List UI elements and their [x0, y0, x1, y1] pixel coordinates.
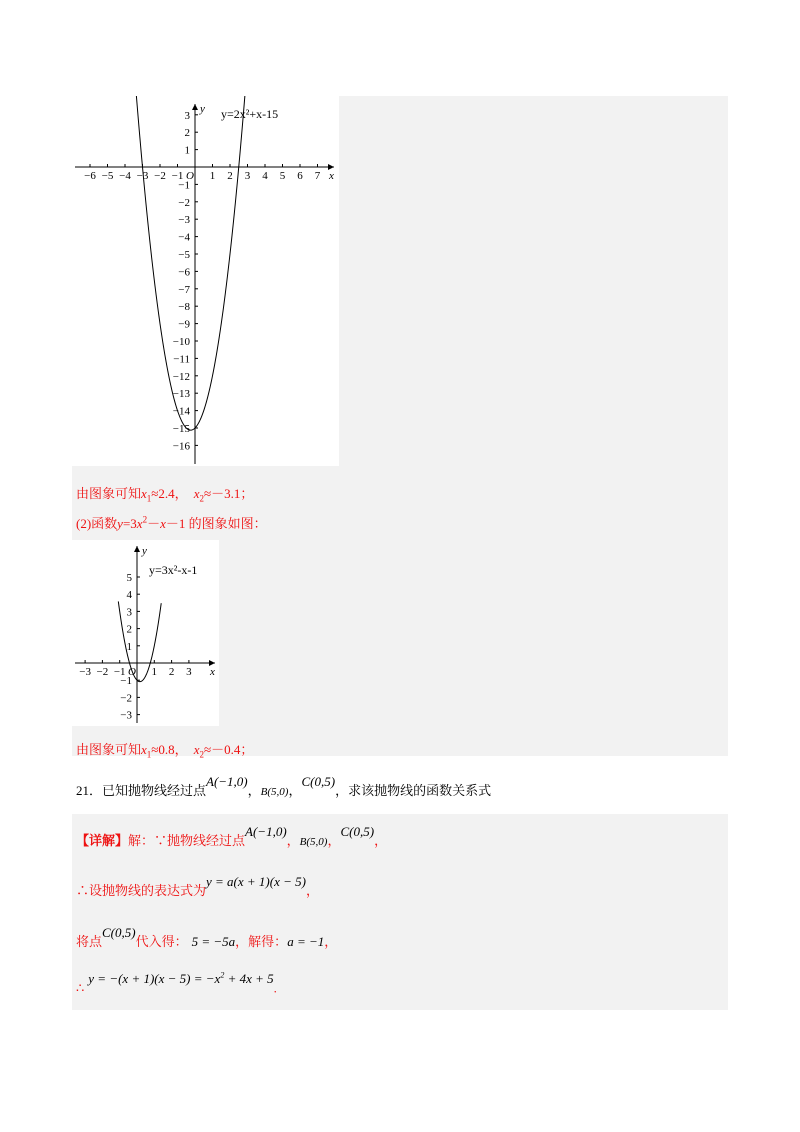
y-axis-label: y — [142, 545, 147, 557]
y-tick-label: −2 — [178, 196, 190, 209]
x-tick-label: 3 — [186, 666, 192, 678]
y-tick-label: 4 — [126, 589, 132, 602]
x-tick-label: −6 — [84, 170, 96, 182]
parabola-curve — [136, 96, 247, 430]
x-tick-label: −3 — [136, 170, 149, 182]
solution-final-equation: $y = -(x + 1)(x - 5) = -x^2 + 4x + 5$ — [88, 971, 274, 987]
x-tick-label: 4 — [262, 170, 268, 182]
x-tick-label: 3 — [244, 170, 251, 182]
x-tick-label: 2 — [227, 170, 233, 182]
x-tick-label: −2 — [154, 170, 166, 182]
y-axis-label: y — [200, 103, 205, 115]
curve-label: y=3x²-x-1 — [149, 563, 198, 577]
x-tick-label: −2 — [96, 666, 109, 678]
y-tick-label: −3 — [120, 709, 132, 722]
solution-line-1: 【详解】解：∵抛物线经过点A(−1,0)，B(5,0)，C(0,5)， — [76, 824, 388, 848]
y-tick-label: −11 — [173, 353, 190, 366]
result-line-3: 由图象可知$x_1\approx 0.8$， $x_2\approx-0.4$； — [76, 742, 254, 760]
y-tick-label: 1 — [126, 640, 132, 653]
y-tick-label: −9 — [178, 318, 190, 331]
x-tick-label: 5 — [279, 170, 286, 182]
result-line-1: 由图象可知$x_1\approx 2.4$， $x_2\approx-3.1$； — [76, 486, 254, 504]
x-tick-label: −3 — [79, 666, 91, 678]
x-axis-label: x — [210, 666, 215, 678]
origin-label: O — [186, 170, 194, 182]
y-tick-label: −8 — [178, 301, 190, 314]
graph-2-svg — [72, 540, 219, 726]
y-tick-label: 5 — [126, 572, 132, 584]
parabola-graph-1 — [72, 96, 339, 466]
y-tick-label: 1 — [184, 144, 190, 157]
solution-line-3: 将点C(0,5)代入得： 5 = −5a，解得：a = −1， — [76, 925, 338, 949]
x-tick-label: 7 — [314, 170, 321, 182]
x-tick-label: 1 — [151, 666, 158, 678]
x-tick-label: 6 — [297, 170, 303, 182]
y-tick-label: −3 — [178, 214, 190, 227]
x-tick-label: −1 — [113, 666, 126, 678]
x-tick-label: −5 — [101, 170, 114, 182]
y-tick-label: −7 — [178, 283, 190, 296]
parabola-graph-2 — [72, 540, 219, 726]
y-tick-label: 2 — [184, 127, 190, 140]
y-tick-label: 3 — [126, 606, 132, 619]
y-tick-label: −2 — [120, 692, 132, 705]
y-tick-label: −1 — [120, 675, 132, 688]
x-tick-label: 1 — [209, 170, 216, 182]
y-tick-label: −16 — [172, 440, 190, 453]
y-tick-label: −4 — [178, 231, 190, 244]
y-tick-label: −1 — [178, 179, 190, 192]
x-tick-label: 2 — [168, 666, 175, 678]
origin-label: O — [128, 666, 136, 678]
x-tick-label: −4 — [119, 170, 131, 182]
solution-line-4: ∴y = $-(x + 1)(x - 5) = -x^2 + 4x + 5$. — [76, 971, 277, 996]
y-tick-label: −12 — [172, 370, 190, 383]
y-tick-label: −15 — [172, 423, 190, 435]
y-tick-label: 3 — [184, 109, 190, 122]
y-tick-label: 2 — [126, 623, 132, 636]
y-tick-label: −14 — [172, 405, 190, 418]
solution-line-2: ∴设抛物线的表达式为y = a(x + 1)(x − 5)， — [76, 874, 319, 898]
graph-1-svg — [72, 96, 339, 466]
y-axis-arrow — [192, 104, 198, 110]
y-tick-label: −13 — [172, 388, 190, 401]
y-tick-label: −6 — [178, 266, 190, 279]
question-21: 21．已知抛物线经过点A(−1,0)，B(5,0)，C(0,5)，求该抛物线的函数关系式 — [76, 774, 492, 798]
y-tick-label: −5 — [178, 249, 190, 261]
x-tick-label: −1 — [171, 170, 184, 182]
x-axis-label: x — [329, 170, 334, 182]
y-axis-arrow — [134, 546, 140, 552]
y-tick-label: −10 — [172, 336, 190, 348]
function-line-2: (2)函数$y=3x^2-x-1$ 的图象如图： — [76, 514, 267, 531]
curve-label: y=2x²+x-15 — [221, 107, 279, 121]
